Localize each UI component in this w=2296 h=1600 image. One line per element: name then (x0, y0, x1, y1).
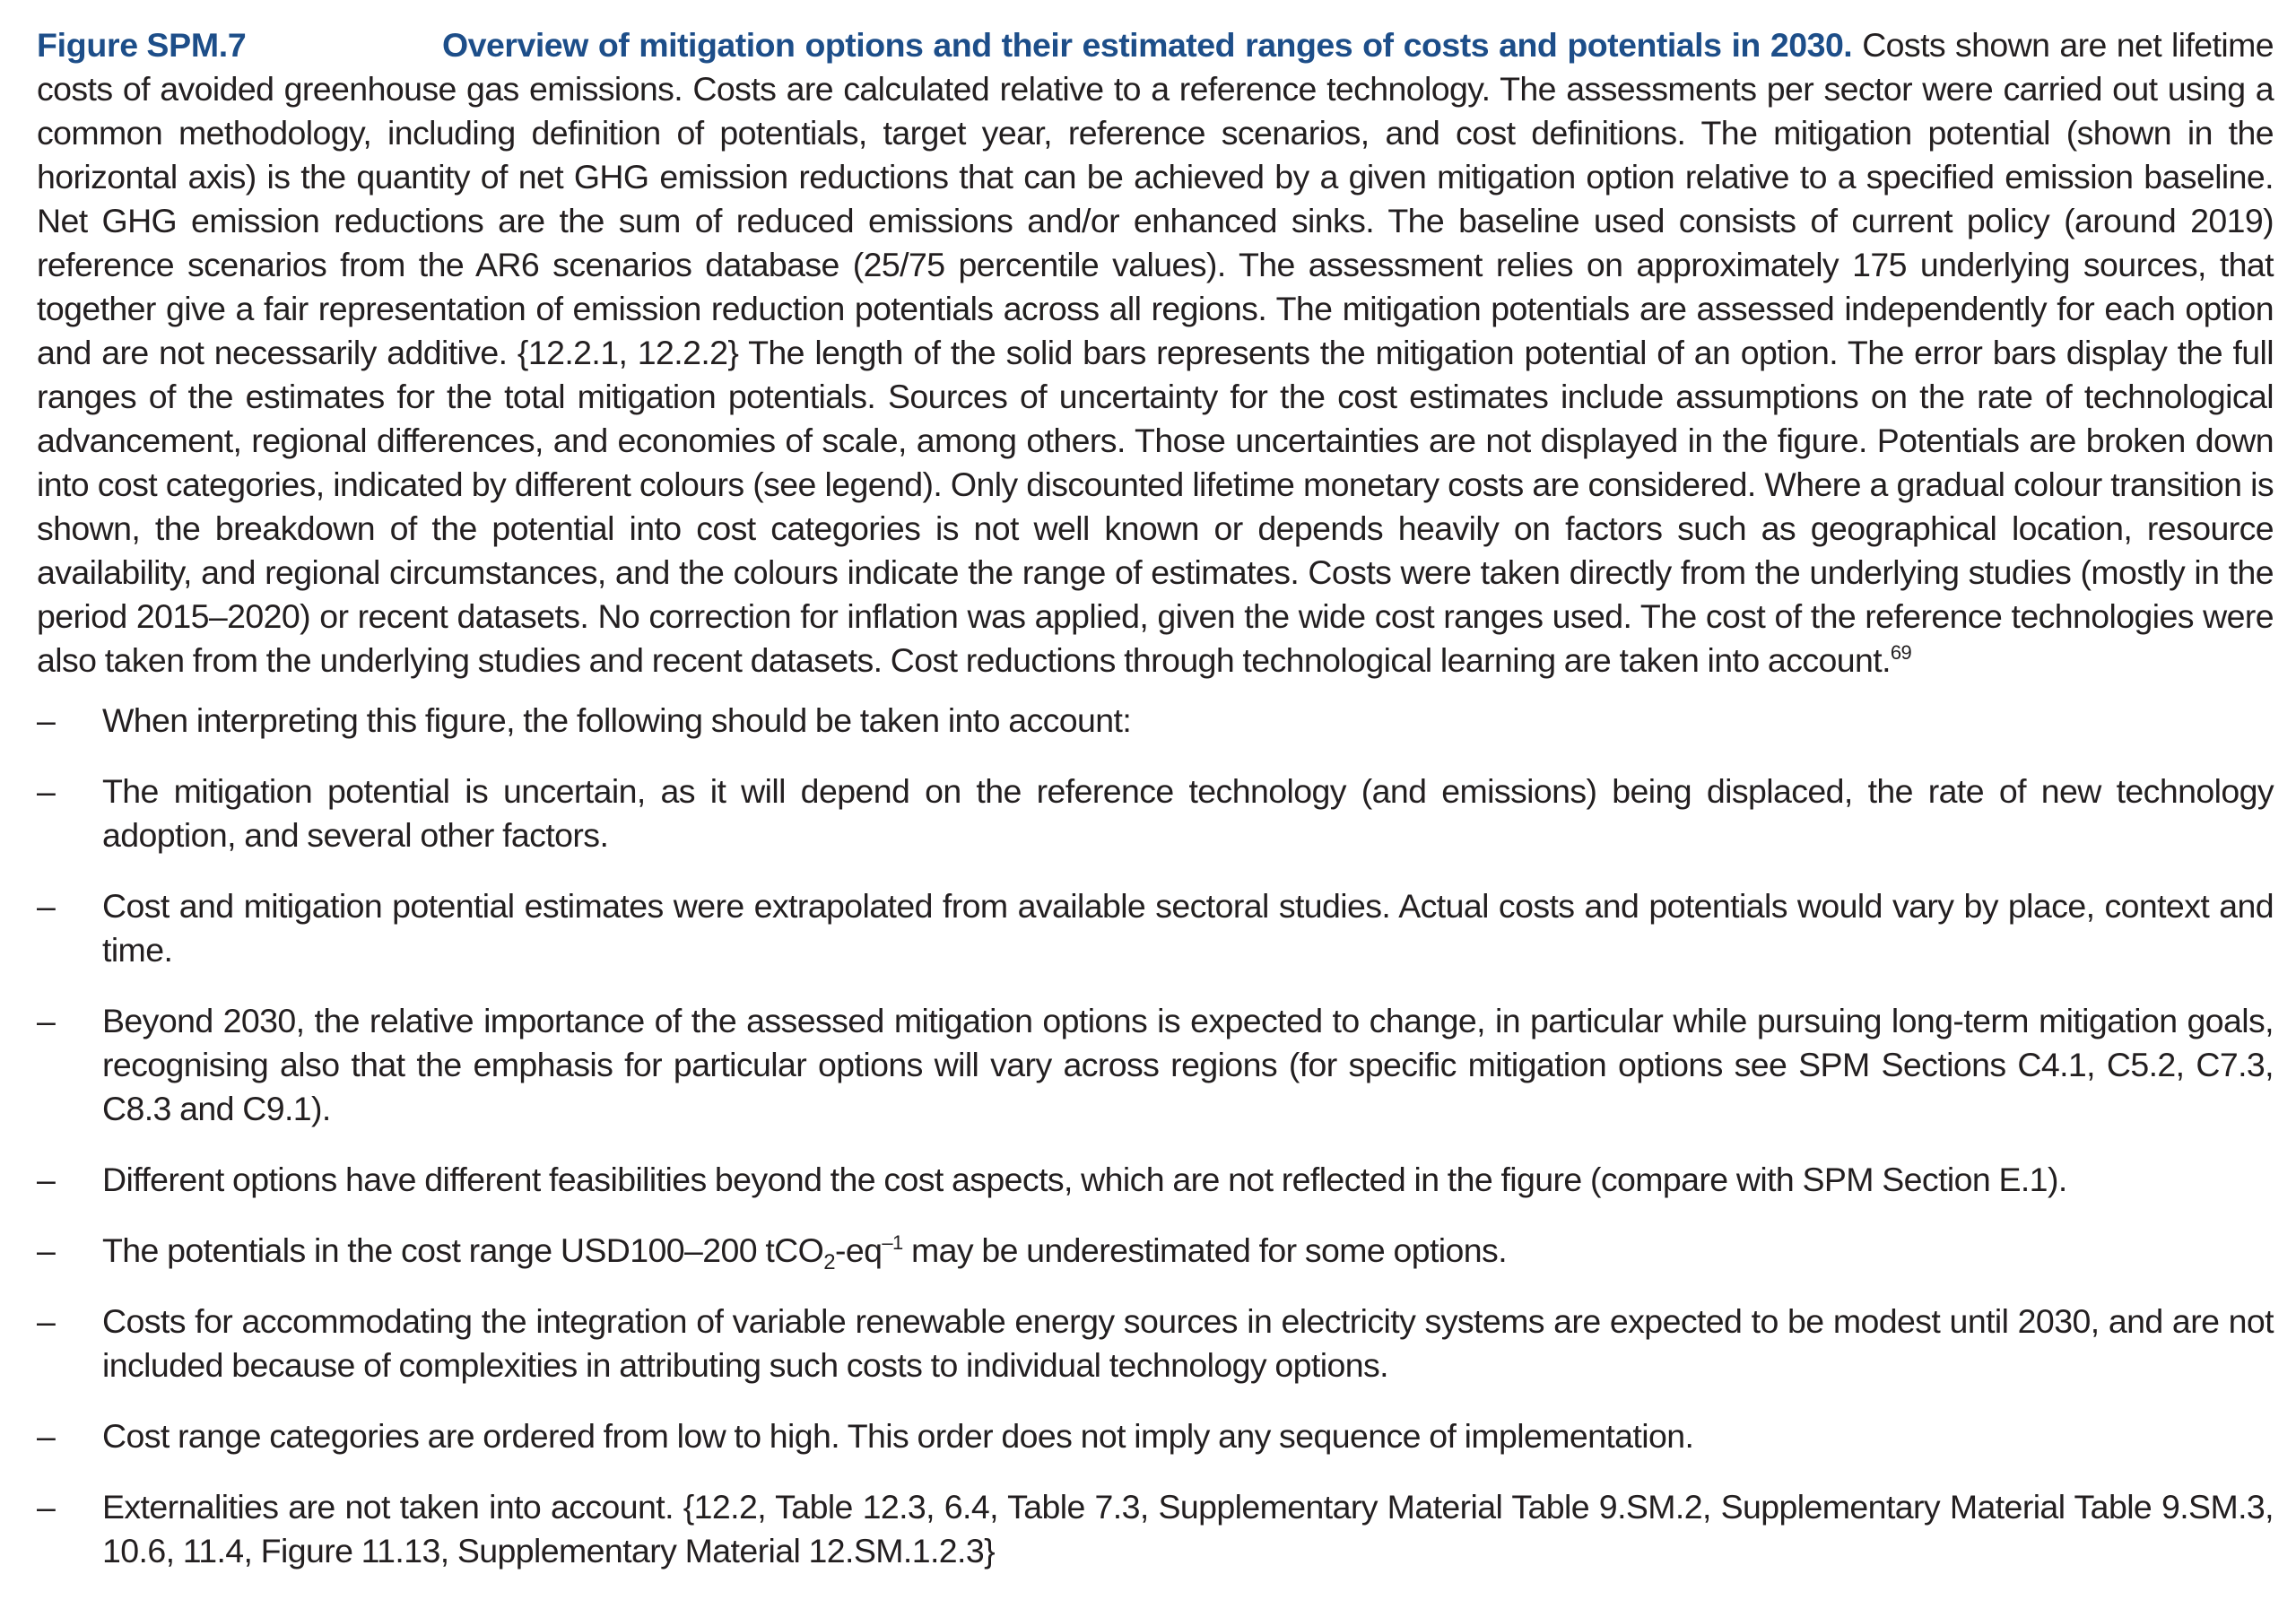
dash-marker: – (37, 1231, 56, 1269)
superscript-minus-one: –1 (882, 1231, 903, 1254)
footnote-marker: 69 (1890, 641, 1912, 664)
caption-body: Costs shown are net lifetime costs of avoided greenhouse gas emissions. Costs are calculated relative to a reference technology. The assessments per sector were carried out using a common methodology, including definition of potentials, target year, reference scenarios, and cost definitions. The mitigation potential (shown in the horizontal axis) is the quantity of net GHG emission reductions that can be achieved by a given mitigation option relative to a specified emission baseline. Net GHG emission reductions are the sum of reduced emissions and/or enhanced sinks. The baseline used consists of current policy (around 2019) reference scenarios from the AR6 scenarios database (25/75 percentile values). The assessment relies on approximately 175 underlying sources, that together give a fair representation of emission reduction potentials across all regions. The mitigation potentials are assessed independently for each option and are not necessarily additive. {12.2.1, 12.2.2} The length of the solid bars represents the mitigation potential of an option. The error bars display the full ranges of the estimates for the total mitigation potentials. Sources of uncertainty for the cost estimates include assumptions on the rate of technological advancement, regional differences, and economies of scale, among others. Those uncertainties are not displayed in the figure. Potentials are broken down into cost categories, indicated by different colours (see legend). Only discounted lifetime monetary costs are considered. Where a gradual colour transition is shown, the breakdown of the potential into cost categories is not well known or depends heavily on factors such as geographical location, resource availability, and regional circumstances, and the colours indicate the range of estimates. Costs were taken directly from the underlying studies (mostly in the period 2015–2020) or recent datasets. No correction for inflation was applied, given the wide cost ranges used. The cost of the reference technologies were also taken from the underlying studies and recent datasets. Cost reductions through technological learning are taken into account. (37, 26, 2274, 679)
dash-marker: – (37, 1161, 56, 1198)
eq-text: -eq (834, 1231, 883, 1269)
list-item (37, 770, 2274, 857)
list-item-text: When interpreting this figure, the following should be taken into account: (102, 701, 1132, 739)
list-item-text: The mitigation potential is uncertain, as it will depend on the reference technology (and emissions) being displaced, the rate of new technology adoption, and several other factors. (102, 772, 2274, 854)
dash-marker: – (37, 1488, 56, 1526)
list-item-text: Different options have different feasibilities beyond the cost aspects, which are not reflected in the figure (compare with SPM Section E.1). (102, 1161, 2067, 1198)
list-item (37, 1414, 2274, 1458)
figure-caption-page (37, 23, 2274, 1600)
cost-range-text: The potentials in the cost range USD100–200 tCO (102, 1231, 824, 1269)
dash-marker: – (37, 772, 56, 810)
list-item (37, 1300, 2274, 1387)
list-item (37, 999, 2274, 1131)
list-item-text (102, 1231, 1508, 1274)
figure-title: Overview of mitigation options and their estimated ranges of costs and potentials in 2030. (442, 26, 1853, 64)
subscript-2: 2 (823, 1250, 835, 1274)
dash-marker: – (37, 1417, 56, 1455)
notes-list (37, 699, 2274, 1573)
list-item (37, 1158, 2274, 1202)
list-item-text: Cost and mitigation potential estimates were extrapolated from available sectoral studies. Actual costs and potentials would vary by place, context and time. (102, 887, 2274, 969)
dash-marker: – (37, 1002, 56, 1039)
list-item-text: Externalities are not taken into account. {12.2, Table 12.3, 6.4, Table 7.3, Supplementary Material Table 9.SM.2, Supplementary Material Table 9.SM.3, 10.6, 11.4, Figure 11.13, Supplementary Material 12.SM.1.2.3} (102, 1488, 2274, 1570)
list-item-text: Beyond 2030, the relative importance of the assessed mitigation options is expected to change, in particular while pursuing long-term mitigation goals, recognising also that the emphasis for particular options will vary across regions (for specific mitigation options see SPM Sections C4.1, C5.2, C7.3, C8.3 and C9.1). (102, 1002, 2274, 1127)
list-item-text: Costs for accommodating the integration of variable renewable energy sources in electricity systems are expected to be modest until 2030, and are not included because of complexities in attributing such costs to individual technology options. (102, 1302, 2274, 1384)
list-item (37, 884, 2274, 972)
figure-caption (37, 23, 2274, 683)
list-item (37, 1229, 2274, 1273)
dash-marker: – (37, 1302, 56, 1340)
dash-marker: – (37, 887, 56, 925)
list-item (37, 1485, 2274, 1573)
dash-marker: – (37, 701, 56, 739)
list-item-text: Cost range categories are ordered from low to high. This order does not imply any sequence of implementation. (102, 1417, 1694, 1455)
list-item (37, 699, 2274, 743)
figure-label: Figure SPM.7 (37, 26, 247, 64)
underestimated-text: may be underestimated for some options. (902, 1231, 1508, 1269)
